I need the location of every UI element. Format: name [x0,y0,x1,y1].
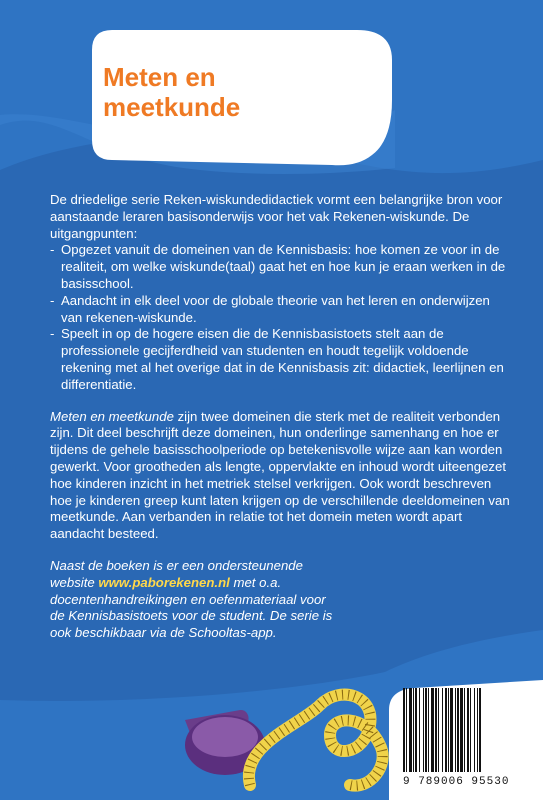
website-text-before: Naast de boeken is er een ondersteunende website [50,557,303,590]
key-point: - Aandacht in elk deel voor de globale theorie van het leren en onderwijzen van rekenen-wiskunde. [50,293,512,327]
barcode [401,688,539,774]
title-line-1: Meten en [103,62,216,92]
key-point: - Speelt in op de hogere eisen die de Kennisbasistoets stelt aan de professionele gecijferdheid van studenten en houdt tegelijk voldoende rekening met al het overige dat in de Kennisbasis zit: didactiek, leerlijnen en differentiatie. [50,326,512,393]
website-text-after: met o.a. docentenhandreikingen en oefenmateriaal voor de Kennisbasistoets voor de student. De serie is ook beschikbaar via de Schooltas-app. [50,574,333,641]
measuring-tape-illustration [180,665,390,800]
key-points-list [50,242,512,393]
key-point: - Opgezet vanuit de domeinen van de Kennisbasis: hoe komen ze voor in de realiteit, om welke wiskunde(taal) gaat het en hoe kun je eraan werken in de basisschool. [50,242,512,292]
website-paragraph [50,558,340,642]
barcode-area [389,680,543,800]
description-block [50,192,512,642]
title-reference: Meten en meetkunde [50,408,174,424]
isbn-number: 9 789006 95530 [403,776,510,788]
website-link[interactable]: www.paborekenen.nl [98,574,230,590]
tape-measure [249,695,383,786]
book-title [103,62,240,122]
title-line-2: meetkunde [103,92,241,122]
intro-paragraph: De driedelige serie Reken-wiskundedidactiek vormt een belangrijke bron voor aanstaande leraren basisonderwijs voor het vak Rekenen-wiskunde. De uitgangpunten: [50,192,503,241]
content-paragraph-text: zijn twee domeinen die sterk met de realiteit verbonden zijn. Dit deel beschrijft deze domeinen, hun onderlinge samenhang en hoe er tijdens de gehele basisschoolperiode op betekenisvolle wijze aan kan worden gewerkt. Voor grootheden als lengte, oppervlakte en inhoud wordt uiteengezet hoe kinderen inzicht in het metriek stelsel verkrijgen. Ook wordt beschreven hoe je kinderen greep kunt laten krijgen op de verschillende deeldomeinen van meetkunde. Aan verbanden in relatie tot het domein meten wordt apart aandacht besteed. [50,408,510,542]
content-paragraph [50,409,512,543]
